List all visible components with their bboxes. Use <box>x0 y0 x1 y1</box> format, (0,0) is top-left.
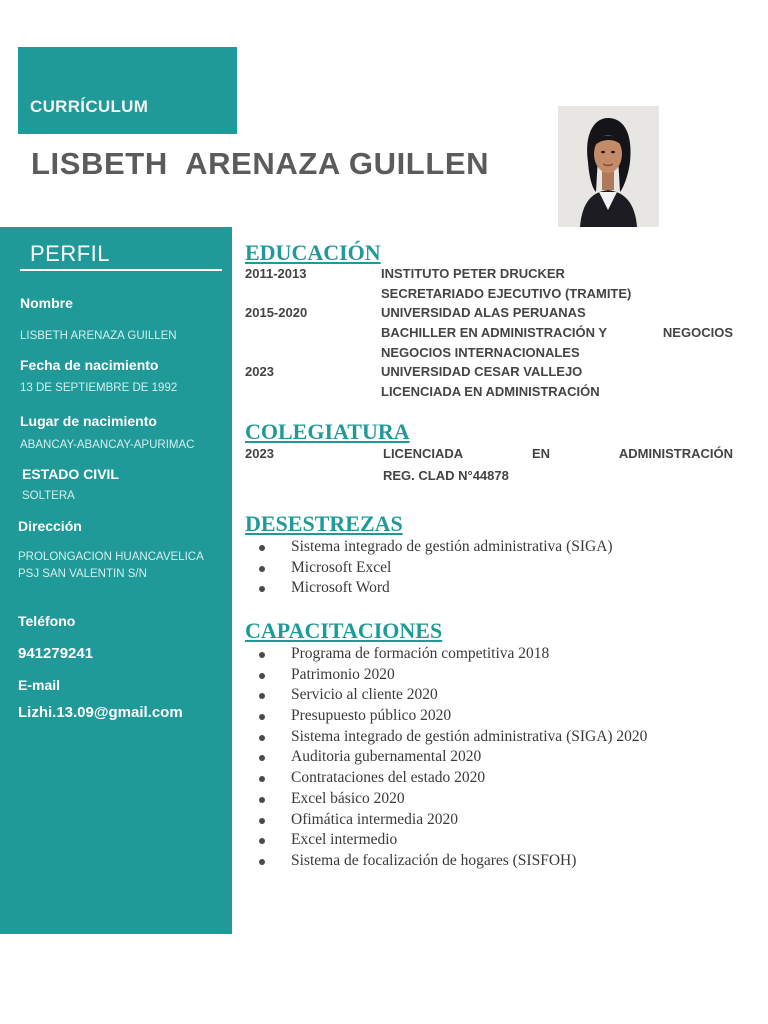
training-item: Ofimática intermedia 2020 <box>275 810 647 831</box>
birthplace-label: Lugar de nacimiento <box>20 413 157 429</box>
skill-item: Microsoft Word <box>275 578 613 599</box>
profile-photo <box>558 106 659 227</box>
civil-status-value: SOLTERA <box>22 490 75 502</box>
education-text: UNIVERSIDAD CESAR VALLEJO <box>381 364 583 379</box>
collegiate-title: COLEGIATURA <box>245 419 410 444</box>
birthdate-label: Fecha de nacimiento <box>20 357 159 373</box>
collegiate-word: ADMINISTRACIÓN <box>618 446 733 461</box>
training-item: Programa de formación competitiva 2018 <box>275 644 647 665</box>
collegiate-registration: REG. CLAD N°44878 <box>383 468 509 483</box>
address-label: Dirección <box>18 518 82 534</box>
training-item: Patrimonio 2020 <box>275 665 647 686</box>
skill-item: Microsoft Excel <box>275 558 613 579</box>
training-item: Auditoria gubernamental 2020 <box>275 747 647 768</box>
birthdate-value: 13 DE SEPTIEMBRE DE 1992 <box>20 382 178 394</box>
training-item: Contrataciones del estado 2020 <box>275 768 647 789</box>
training-item: Presupuesto público 2020 <box>275 706 647 727</box>
banner-label: CURRÍCULUM <box>30 97 149 116</box>
education-text: INSTITUTO PETER DRUCKER <box>381 266 565 281</box>
skills-title: DESESTREZAS <box>245 511 403 536</box>
education-text: SECRETARIADO EJECUTIVO (TRAMITE) <box>381 286 632 301</box>
training-item: Sistema integrado de gestión administrativa (SIGA) 2020 <box>275 727 647 748</box>
email-label: E-mail <box>18 677 61 693</box>
education-text: LICENCIADA EN ADMINISTRACIÓN <box>381 384 600 399</box>
education-text: UNIVERSIDAD ALAS PERUANAS <box>381 305 586 320</box>
training-item: Sistema de focalización de hogares (SISFOH) <box>275 851 647 872</box>
portrait-image <box>558 106 659 227</box>
training-item: Servicio al cliente 2020 <box>275 685 647 706</box>
phone-value: 941279241 <box>18 645 94 662</box>
education-title: EDUCACIÓN <box>245 240 381 265</box>
education-text: BACHILLER EN ADMINISTRACIÓN Y <box>381 325 608 340</box>
education-text: NEGOCIOS INTERNACIONALES <box>381 345 580 360</box>
education-years: 2011-2013 <box>245 266 307 281</box>
candidate-name: LISBETH ARENAZA GUILLEN <box>31 146 490 181</box>
profile-title: PERFIL <box>30 241 111 266</box>
birthplace-value: ABANCAY-ABANCAY-APURIMAC <box>20 439 195 451</box>
skills-list <box>275 537 613 599</box>
address-value: PROLONGACION HUANCAVELICA PSJ SAN VALENTIN S/N <box>18 551 204 580</box>
civil-status-label: ESTADO CIVIL <box>22 466 119 482</box>
name-value: LISBETH ARENAZA GUILLEN <box>20 330 177 342</box>
name-label: Nombre <box>20 295 73 311</box>
collegiate-word: EN <box>532 446 551 461</box>
training-list <box>275 644 647 872</box>
email-value: Lizhi.13.09@gmail.com <box>18 704 183 721</box>
education-text-extra: NEGOCIOS <box>662 325 733 340</box>
collegiate-year: 2023 <box>245 446 274 461</box>
skill-item: Sistema integrado de gestión administrativa (SIGA) <box>275 537 613 558</box>
education-years: 2015-2020 <box>245 305 308 320</box>
collegiate-word: LICENCIADA <box>383 446 464 461</box>
education-years: 2023 <box>245 364 274 379</box>
header-banner <box>18 47 237 134</box>
training-item: Excel intermedio <box>275 830 647 851</box>
training-title: CAPACITACIONES <box>245 618 443 643</box>
profile-title-divider <box>20 269 222 271</box>
profile-sidebar <box>0 227 232 934</box>
training-item: Excel básico 2020 <box>275 789 647 810</box>
phone-label: Teléfono <box>18 613 76 629</box>
